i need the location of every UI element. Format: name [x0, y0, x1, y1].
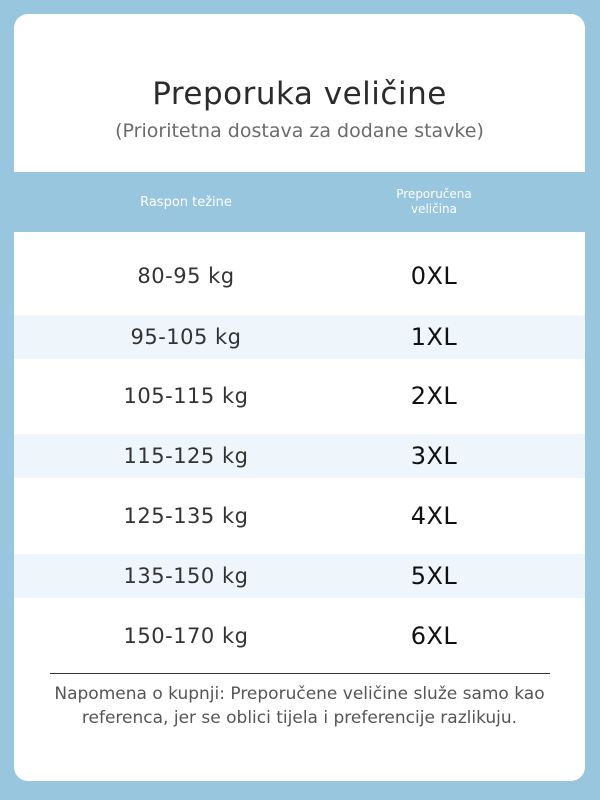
size-cell: 1XL [410, 323, 458, 351]
table-row [14, 374, 585, 418]
page-subtitle: (Prioritetna dostava za dodane stavke) [115, 120, 484, 142]
size-cell: 2XL [410, 382, 458, 410]
size-cell: 5XL [410, 562, 458, 590]
table-row [14, 614, 585, 658]
header-recommended-size-line1: Preporučena [396, 187, 472, 201]
size-cell: 0XL [410, 262, 458, 290]
weight-range-cell: 150-170 kg [123, 624, 249, 648]
table-header [14, 172, 585, 232]
table-row [14, 554, 585, 598]
size-cell: 6XL [410, 622, 458, 650]
note-divider [50, 673, 550, 674]
table-row [14, 315, 585, 359]
weight-range-cell: 115-125 kg [123, 444, 249, 468]
weight-range-cell: 95-105 kg [130, 325, 242, 349]
size-cell: 4XL [410, 502, 458, 530]
weight-range-cell: 125-135 kg [123, 504, 249, 528]
size-guide-card [14, 14, 585, 781]
weight-range-cell: 105-115 kg [123, 384, 249, 408]
header-recommended-size [374, 172, 494, 232]
header-weight-range: Raspon težine [140, 194, 232, 210]
size-cell: 3XL [410, 442, 458, 470]
table-row [14, 494, 585, 538]
purchase-note: Napomena o kupnji: Preporučene veličine služe samo kao referenca, jer se oblici tijela i preferencije razlikuju. [54, 684, 545, 728]
header-recommended-size-line2: veličina [410, 202, 458, 216]
table-row [14, 434, 585, 478]
weight-range-cell: 80-95 kg [137, 264, 235, 288]
table-row [14, 254, 585, 298]
page-title: Preporuka veličine [152, 76, 447, 112]
weight-range-cell: 135-150 kg [123, 564, 249, 588]
